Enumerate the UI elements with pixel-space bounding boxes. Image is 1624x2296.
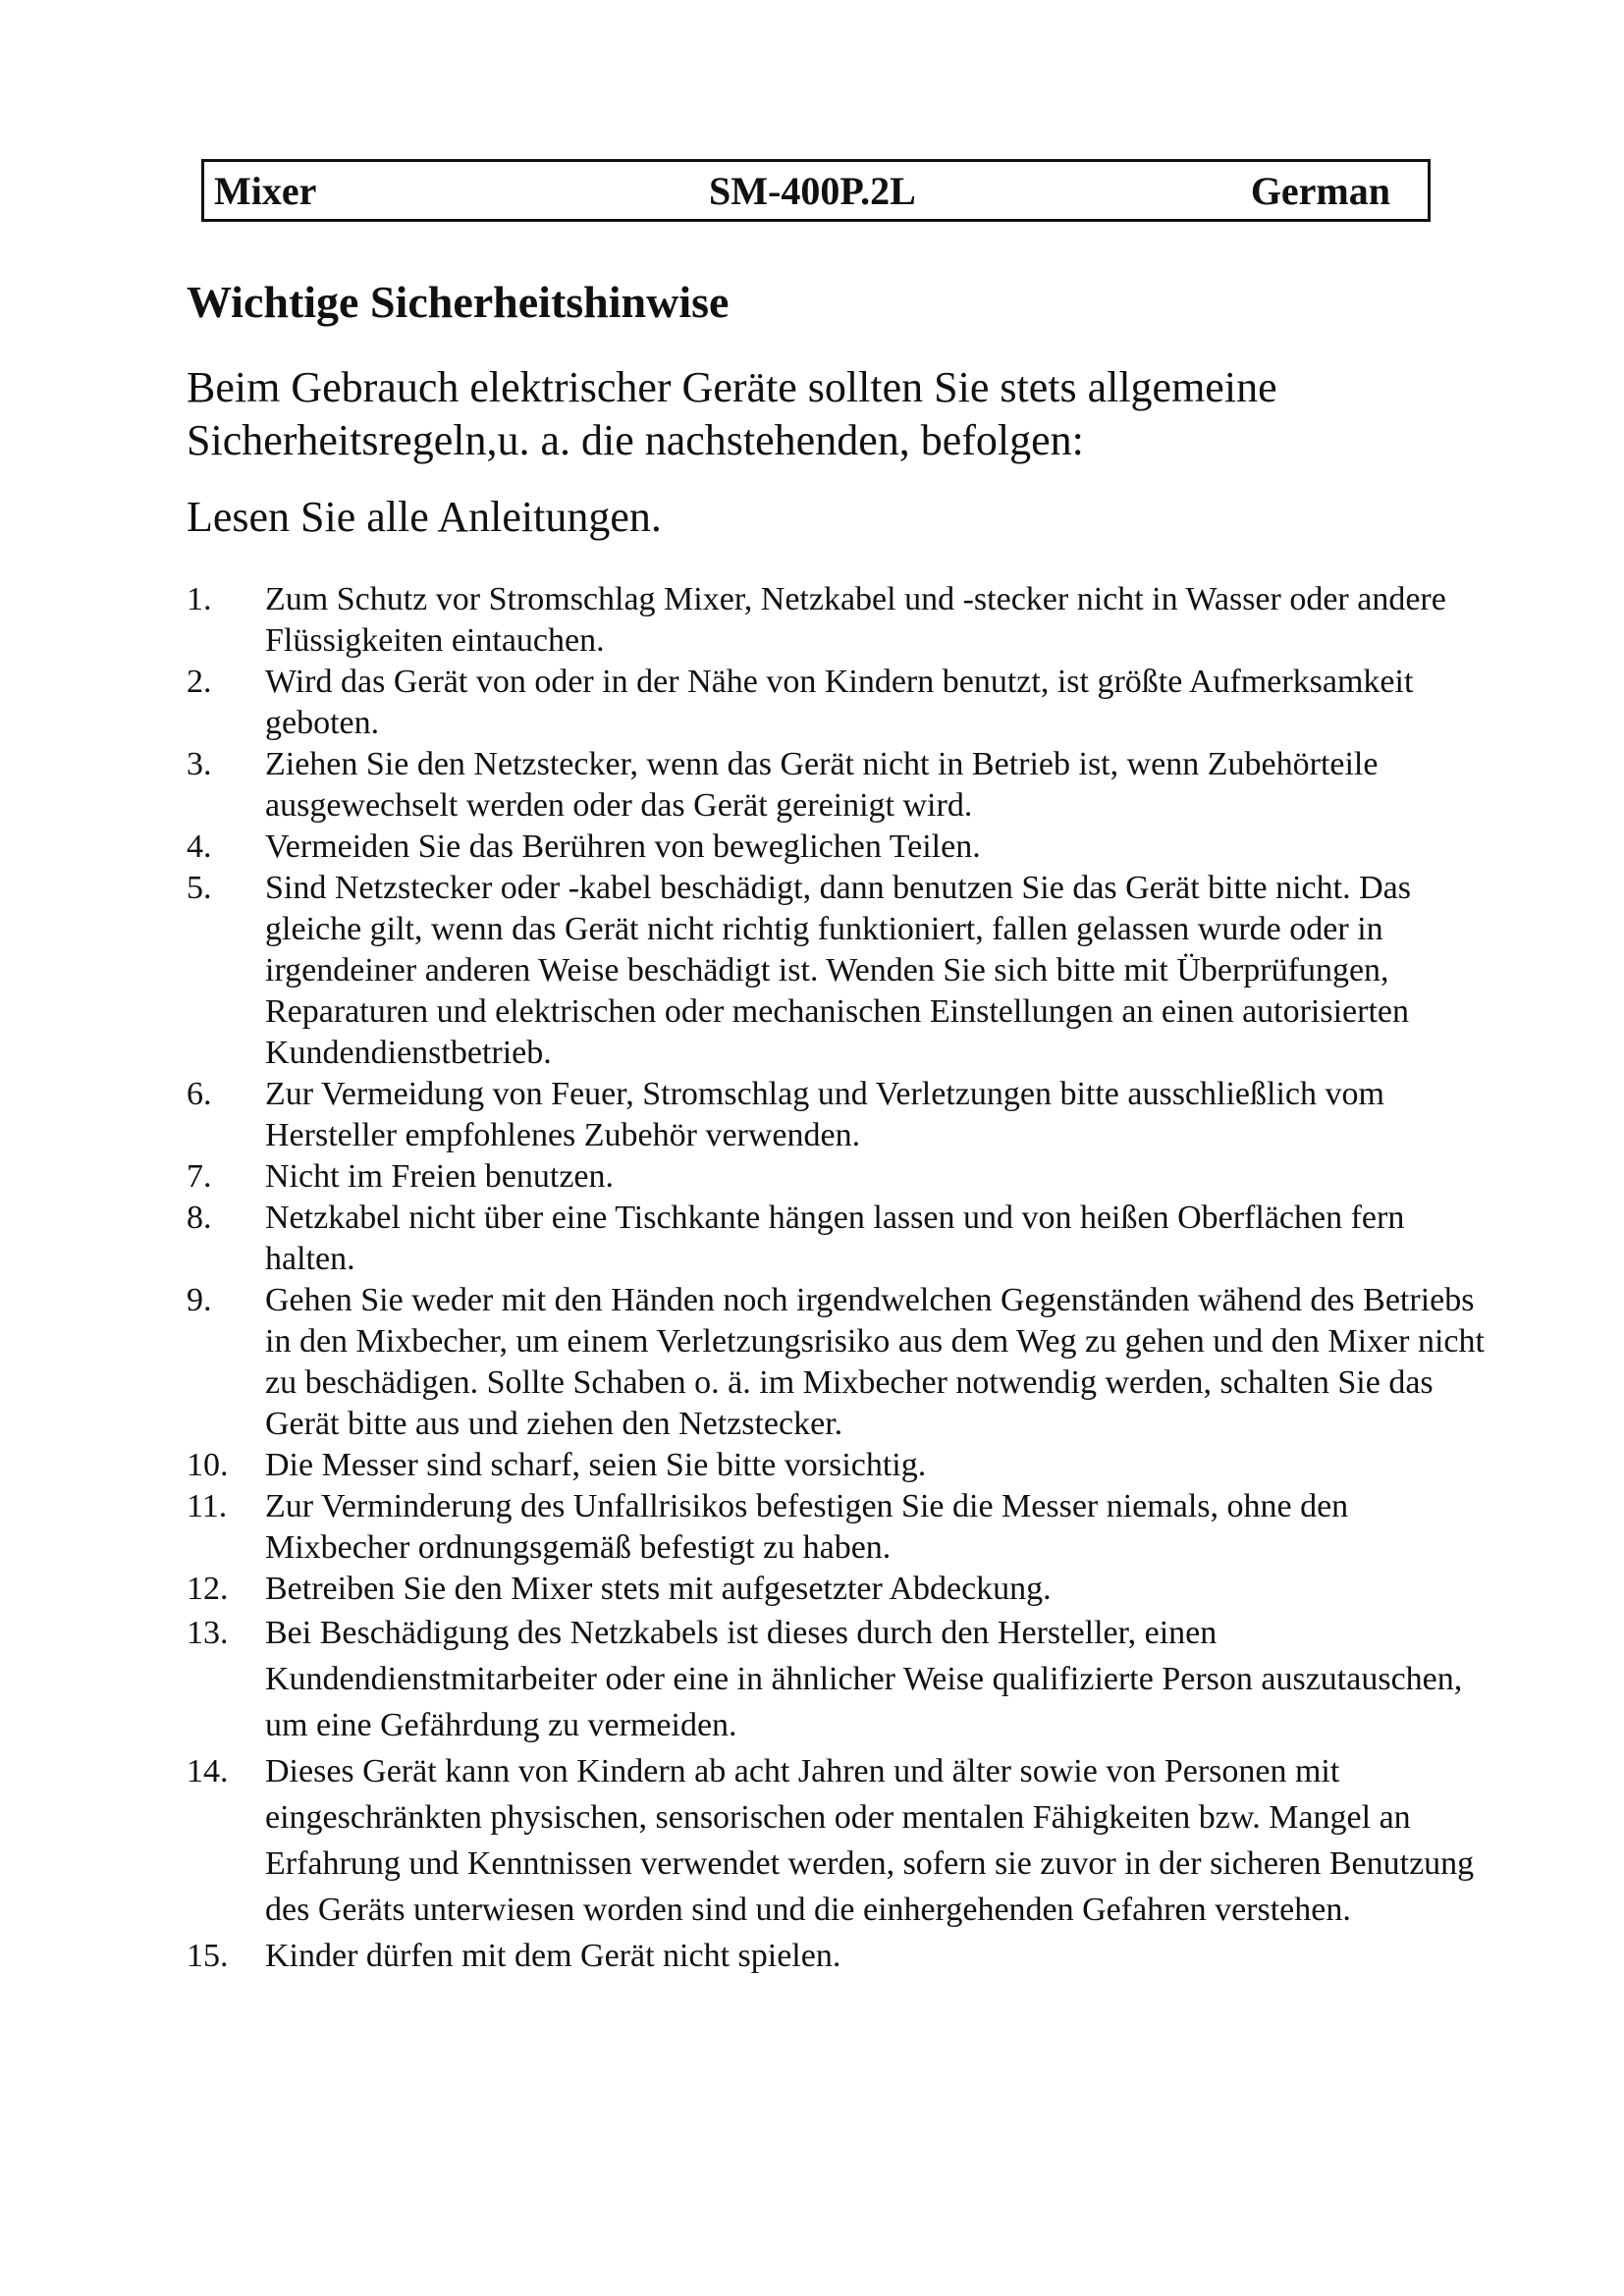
list-item: [187, 827, 1492, 868]
item-number: 1.: [187, 581, 212, 617]
item-number: 10.: [187, 1447, 229, 1483]
page-title: Wichtige Sicherheitshinwise: [187, 277, 730, 327]
item-number: 13.: [187, 1615, 229, 1651]
list-item: [187, 1156, 1492, 1198]
item-text: Dieses Gerät kann von Kindern ab acht Jahren und älter sowie von Personen mit eingeschränkten physischen, sensorischen oder mentalen Fähigkeiten bzw. Mangel an Erfahrung und Kenntnissen verwendet werden, sofern sie zuvor in der sicheren Benutzung des Geräts unterwiesen worden sind und die einhergehenden Gefahren verstehen.: [265, 1753, 1475, 1928]
list-item: [187, 1486, 1492, 1569]
item-number: 5.: [187, 870, 212, 906]
list-item: [187, 1074, 1492, 1156]
item-number: 4.: [187, 828, 212, 865]
header-language: German: [1250, 169, 1390, 213]
list-item: [187, 1198, 1492, 1280]
item-number: 3.: [187, 746, 212, 782]
item-number: 12.: [187, 1571, 229, 1607]
header-product: Mixer: [214, 169, 317, 213]
read-all-instructions: Lesen Sie alle Anleitungen.: [187, 493, 662, 541]
safety-instructions-list: [187, 579, 1492, 1979]
item-number: 9.: [187, 1282, 212, 1318]
item-text: Die Messer sind scharf, seien Sie bitte vorsichtig.: [265, 1447, 927, 1483]
list-item: [187, 744, 1492, 827]
intro-paragraph: Beim Gebrauch elektrischer Geräte sollten Sie stets allgemeine Sicherheitsregeln,u. a. die nachstehenden, befolgen:: [187, 363, 1277, 464]
list-item: [187, 1445, 1492, 1486]
item-text: Betreiben Sie den Mixer stets mit aufgesetzter Abdeckung.: [265, 1571, 1052, 1607]
item-text: Zum Schutz vor Stromschlag Mixer, Netzkabel und -stecker nicht in Wasser oder andere Flüssigkeiten eintauchen.: [265, 581, 1446, 659]
list-item: [187, 1280, 1492, 1445]
item-text: Sind Netzstecker oder -kabel beschädigt, dann benutzen Sie das Gerät bitte nicht. Das gleiche gilt, wenn das Gerät nicht richtig funktioniert, fallen gelassen wurde oder in irgendeiner anderen Weise beschädigt ist. Wenden Sie sich bitte mit Überprüfungen, Reparaturen und elektrischen oder mechanischen Einstellungen an einen autorisierten Kundendienstbetrieb.: [265, 870, 1411, 1071]
item-text: Vermeiden Sie das Berühren von beweglichen Teilen.: [265, 828, 981, 865]
list-item: [187, 1569, 1492, 1610]
header-model: SM-400P.2L: [709, 169, 916, 213]
list-item: [187, 868, 1492, 1074]
item-number: 2.: [187, 664, 212, 700]
item-text: Zur Vermeidung von Feuer, Stromschlag und Verletzungen bitte ausschließlich vom Hersteller empfohlenes Zubehör verwenden.: [265, 1076, 1384, 1153]
list-item: [187, 1748, 1492, 1933]
document-header: [201, 159, 1431, 222]
item-number: 15.: [187, 1938, 229, 1974]
item-text: Bei Beschädigung des Netzkabels ist dieses durch den Hersteller, einen Kundendienstmitarbeiter oder eine in ähnlicher Weise qualifizierte Person auszutauschen, um eine Gefährdung zu vermeiden.: [265, 1615, 1463, 1743]
item-number: 11.: [187, 1488, 228, 1524]
list-item: [187, 662, 1492, 744]
item-text: Gehen Sie weder mit den Händen noch irgendwelchen Gegenständen wähend des Betriebs in den Mixbecher, um einem Verletzungsrisiko aus dem Weg zu gehen und den Mixer nicht zu beschädigen. Sollte Schaben o. ä. im Mixbecher notwendig werden, schalten Sie das Gerät bitte aus und ziehen den Netzstecker.: [265, 1282, 1485, 1442]
item-text: Nicht im Freien benutzen.: [265, 1158, 615, 1195]
item-number: 6.: [187, 1076, 212, 1112]
item-text: Kinder dürfen mit dem Gerät nicht spielen.: [265, 1938, 841, 1974]
item-text: Ziehen Sie den Netzstecker, wenn das Gerät nicht in Betrieb ist, wenn Zubehörteile ausgewechselt werden oder das Gerät gereinigt wird.: [265, 746, 1379, 824]
item-number: 7.: [187, 1158, 212, 1195]
item-text: Zur Verminderung des Unfallrisikos befestigen Sie die Messer niemals, ohne den Mixbecher ordnungsgemäß befestigt zu haben.: [265, 1488, 1349, 1566]
item-text: Netzkabel nicht über eine Tischkante hängen lassen und von heißen Oberflächen fern halten.: [265, 1200, 1405, 1277]
list-item: [187, 1933, 1492, 1979]
item-number: 14.: [187, 1753, 229, 1789]
item-text: Wird das Gerät von oder in der Nähe von Kindern benutzt, ist größte Aufmerksamkeit geboten.: [265, 664, 1414, 741]
list-item: [187, 579, 1492, 662]
list-item: [187, 1610, 1492, 1748]
item-number: 8.: [187, 1200, 212, 1236]
